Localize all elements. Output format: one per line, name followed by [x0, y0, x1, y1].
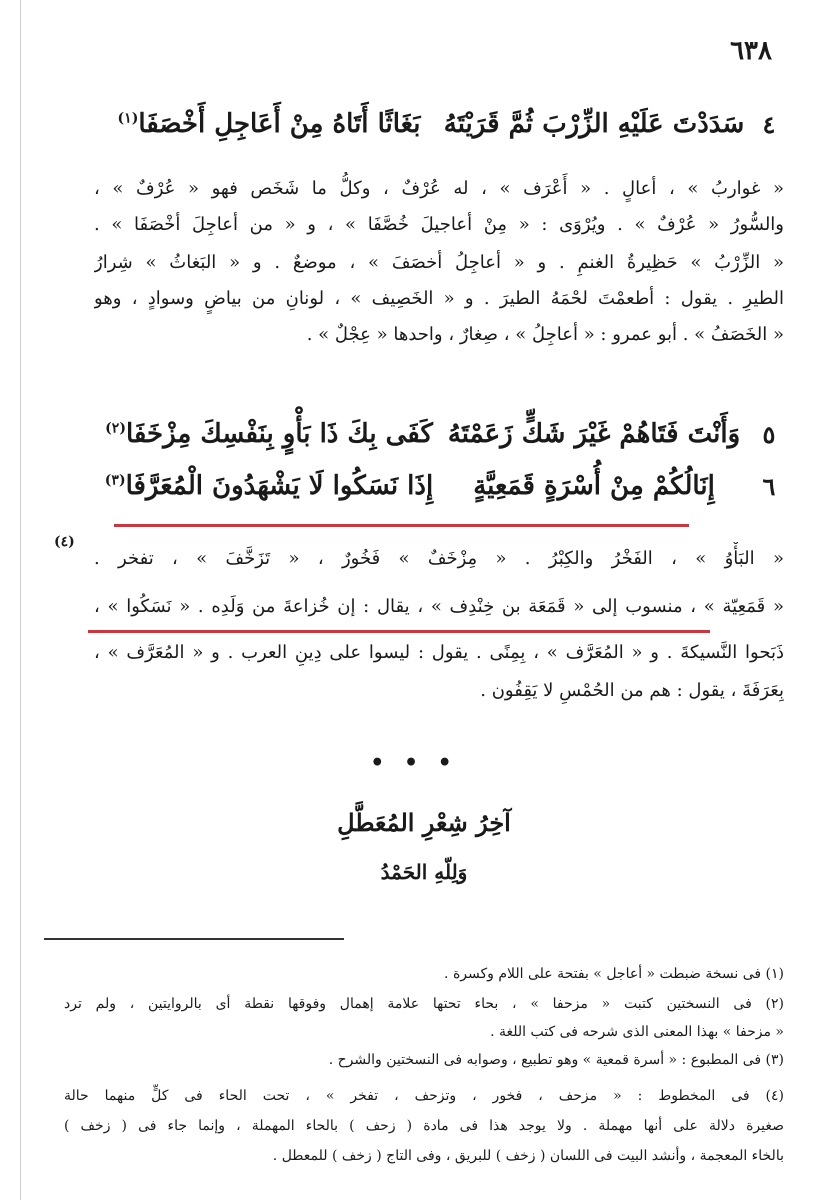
verse-text: بَغَاثًا أَتَاهُ مِنْ أَعَاجِلِ أَخْصَفَا — [138, 109, 421, 139]
page-number: ٦٣٨ — [730, 36, 772, 66]
verse-first-hemistich: إِنَالُكُمْ مِنْ أُسْرَةٍ قَمَعِيَّةٍ — [473, 471, 715, 501]
verse-second-hemistich — [104, 471, 434, 501]
commentary-line: ذَبَحوا النَّسيكةَ . و « المُعَرَّف » ، بِمِنًى . يقول : ليسوا على دِينِ العرب . و « المُعَرَّف » ، — [94, 642, 784, 663]
footnote-line: (١) فى نسخة ضبطت « أعاجل » بفتحة على اللام وكسرة . — [444, 966, 784, 982]
footnote-line: (٤) فى المخطوط : « مزحف ، فخور ، وتزحف ، تفخر » ، تحت الحاء فى كلٍّ منهما حالة — [64, 1088, 784, 1104]
verse-text: كَفَى بِكَ ذَا بَأْوٍ بِنَفْسِكَ مِزْخَفَا — [125, 419, 433, 449]
section-separator: • • • — [370, 750, 458, 776]
commentary-line: الطيرِ . يقول : أطعمْتَ لحْمَهُ الطيرَ . و « الخَصِيف » ، لونانِ من بياضٍ وسوادٍ ، وهو — [94, 288, 784, 309]
footnote-line: (٢) فى النسختين كتبت « مزحفا » ، بحاء تحتها علامة إهمال وفوقها نقطة أى بالروايتين ، ولم ترد — [64, 996, 784, 1012]
verse-number: ٥ — [762, 419, 776, 449]
ending-title: آخِرُ شِعْرِ المُعَطَّلِ — [337, 808, 511, 837]
footnote-reference: (٢) — [105, 420, 126, 437]
red-annotation-underline — [88, 630, 710, 633]
commentary-line: « الزِّرْبُ » حَظِيرةُ الغنمِ . و « أعاجِلُ أخصَفَ » ، موضعٌ . و « البَغاثُ » شِرارُ — [94, 252, 784, 273]
footnote-reference: (٣) — [104, 472, 126, 489]
scan-frame-edge — [20, 0, 21, 1200]
ending-praise: وَلِلّهِ الحَمْدُ — [380, 860, 468, 884]
book-page — [44, 0, 784, 1200]
verse-second-hemistich — [104, 109, 434, 139]
footnote-reference: (٤) — [54, 534, 75, 550]
commentary-line: « غواربُ » ، أعالٍ . « أَعْرَف » ، له عُرْفٌ ، وكلُّ ما شَخَص فهو « عُرْفٌ » ، — [94, 178, 784, 199]
verse-6 — [84, 462, 784, 510]
verse-number: ٤ — [762, 109, 776, 139]
verse-number: ٦ — [762, 471, 776, 501]
verse-first-hemistich: سَدَدْتَ عَلَيْهِ الزِّرْبَ ثُمَّ قَرَيْتَهُ — [443, 109, 745, 139]
commentary-line — [94, 542, 784, 576]
red-annotation-underline — [114, 524, 689, 527]
verse-second-hemistich — [104, 419, 434, 449]
footnote-line: بالخاء المعجمة ، وأنشد البيت فى اللسان ( زخف ) للبريق ، وفى التاج ( زخف ) للمعطل . — [272, 1148, 784, 1164]
commentary-text: « البَأْوُ » ، الفَخْرُ والكِبْرُ . « مِزْخَفٌ » فَخُورٌ ، « تَزَخَّفَ » ، تفخر . — [94, 548, 784, 569]
commentary-line: والسُّورُ « عُرْفٌ » . ويُرْوَى : « مِنْ أعاجيلَ خُصَّفَا » ، و « من أعاجِلَ أخْصَفَا » . — [94, 214, 784, 235]
footnote-divider — [44, 938, 344, 940]
footnote-line: (٣) فى المطبوع : « أسرة قمعية » وهو تطبيع ، وصوابه فى النسختين والشرح . — [328, 1052, 784, 1068]
verse-first-hemistich: وَأَنْتَ فَتَاهُمْ غَيْرَ شَكٍّ زَعَمْتَهُ — [447, 419, 741, 449]
commentary-line: « قَمَعِيّة » ، منسوب إلى « قَمَعَة بن خِنْدِف » ، يقال : إن خُزاعةَ من وَلَدِه . « نَسَكُوا » ، — [94, 596, 784, 617]
commentary-line: بِعَرَفَةَ ، يقول : هم من الحُمْسِ لا يَقِفُون . — [480, 680, 784, 701]
verse-4 — [84, 100, 784, 148]
footnote-line: صغيرة دلالة على أنها مهملة . ولا يوجد هذا فى مادة ( زحف ) بالحاء المهملة ، وإنما جاء فى ( زخف ) — [64, 1118, 784, 1134]
verse-text: إِذَا نَسَكُوا لَا يَشْهَدُونَ الْمُعَرَّفَا — [125, 471, 434, 501]
footnote-reference: (١) — [117, 110, 139, 127]
footnote-line: « مزحفا » بهذا المعنى الذى شرحه فى كتب اللغة . — [490, 1024, 784, 1040]
verse-5 — [84, 410, 784, 458]
commentary-line: « الخَصَفُ » . أبو عمرو : « أعاجِلُ » ، صِغارٌ ، واحدها « عِجْلٌ » . — [306, 324, 784, 345]
